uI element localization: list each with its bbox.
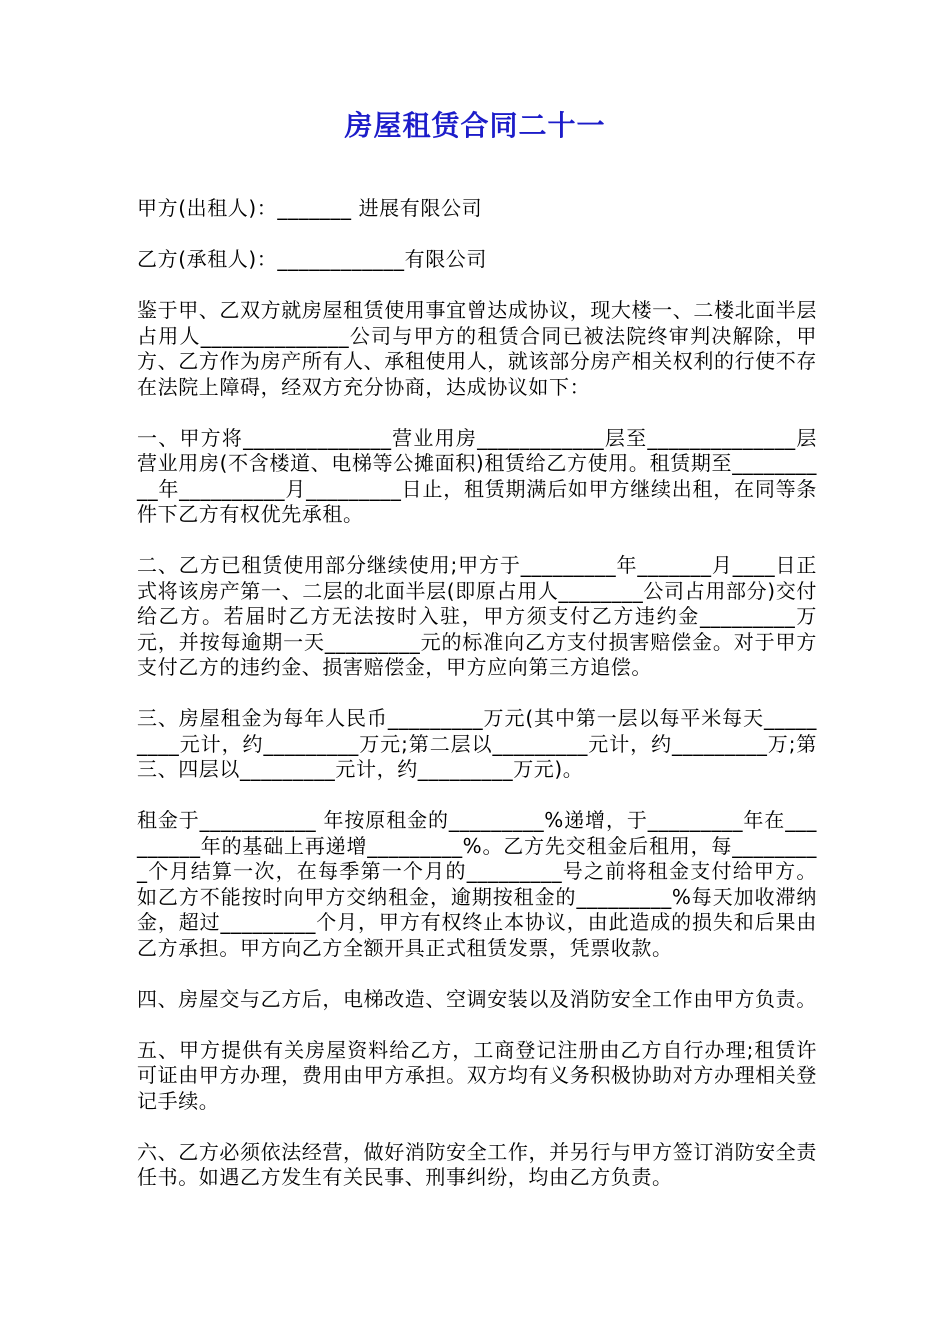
document-body (137, 196, 817, 1216)
clause-4: 四、房屋交与乙方后，电梯改造、空调安装以及消防安全工作由甲方负责。 (137, 986, 817, 1011)
party-b-line: 乙方(承租人)：____________有限公司 (137, 247, 488, 271)
document-title: 房屋租赁合同二十一 (344, 109, 606, 142)
clause-2: 二、乙方已租赁使用部分继续使用;甲方于_________年_______月____日正式将该房产第一、二层的北面半层(即原占用人________公司占用部分)交付给乙方。若届时乙方无法按时入驻，甲方须支付乙方违约金_________万元，并按每逾期一天_________元的标准向乙方支付损害赔偿金。对于甲方支付乙方的违约金、损害赔偿金，甲方应向第三方追偿。 (137, 553, 817, 679)
clause-3: 三、房屋租金为每年人民币_________万元(其中第一层以每平米每天_________元计，约_________万元;第二层以_________元计，约_________万;第三、四层以_________元计，约_________万元)。 (137, 706, 817, 781)
clause-5: 五、甲方提供有关房屋资料给乙方，工商登记注册由乙方自行办理;租赁许可证由甲方办理，费用由甲方承担。双方均有义务积极协助对方办理相关登记手续。 (137, 1037, 817, 1113)
party-a-line: 甲方(出租人)：_______ 进展有限公司 (137, 196, 483, 220)
clause-1: 一、甲方将______________营业用房____________层至______________层营业用房(不含楼道、电梯等公摊面积)租赁给乙方使用。租赁期至__________年__________月_________日止，租赁期满后如甲方继续出租，在同等条件下乙方有权优先承租。 (137, 425, 817, 526)
preamble-paragraph: 鉴于甲、乙双方就房屋租赁使用事宜曾达成协议，现大楼一、二楼北面半层占用人______________公司与甲方的租赁合同已被法院终审判决解除，甲方、乙方作为房产所有人、承租使用人，就该部分房产相关权利的行使不存在法院上障碍，经双方充分协商，达成协议如下： (137, 298, 817, 399)
rent-terms-paragraph: 租金于___________ 年按原租金的_________%递增，于_________年在_________年的基础上再递增_________%。乙方先交租金后租用，每_________个月结算一次，在每季第一个月的_________号之前将租金支付给甲方。如乙方不能按时向甲方交纳租金，逾期按租金的_________%每天加收滞纳金，超过_________个月，甲方有权终止本协议，由此造成的损失和后果由乙方承担。甲方向乙方全额开具正式租赁发票，凭票收款。 (137, 808, 817, 960)
clause-6: 六、乙方必须依法经营，做好消防安全工作，并另行与甲方签订消防安全责任书。如遇乙方发生有关民事、刑事纠纷，均由乙方负责。 (137, 1139, 817, 1189)
